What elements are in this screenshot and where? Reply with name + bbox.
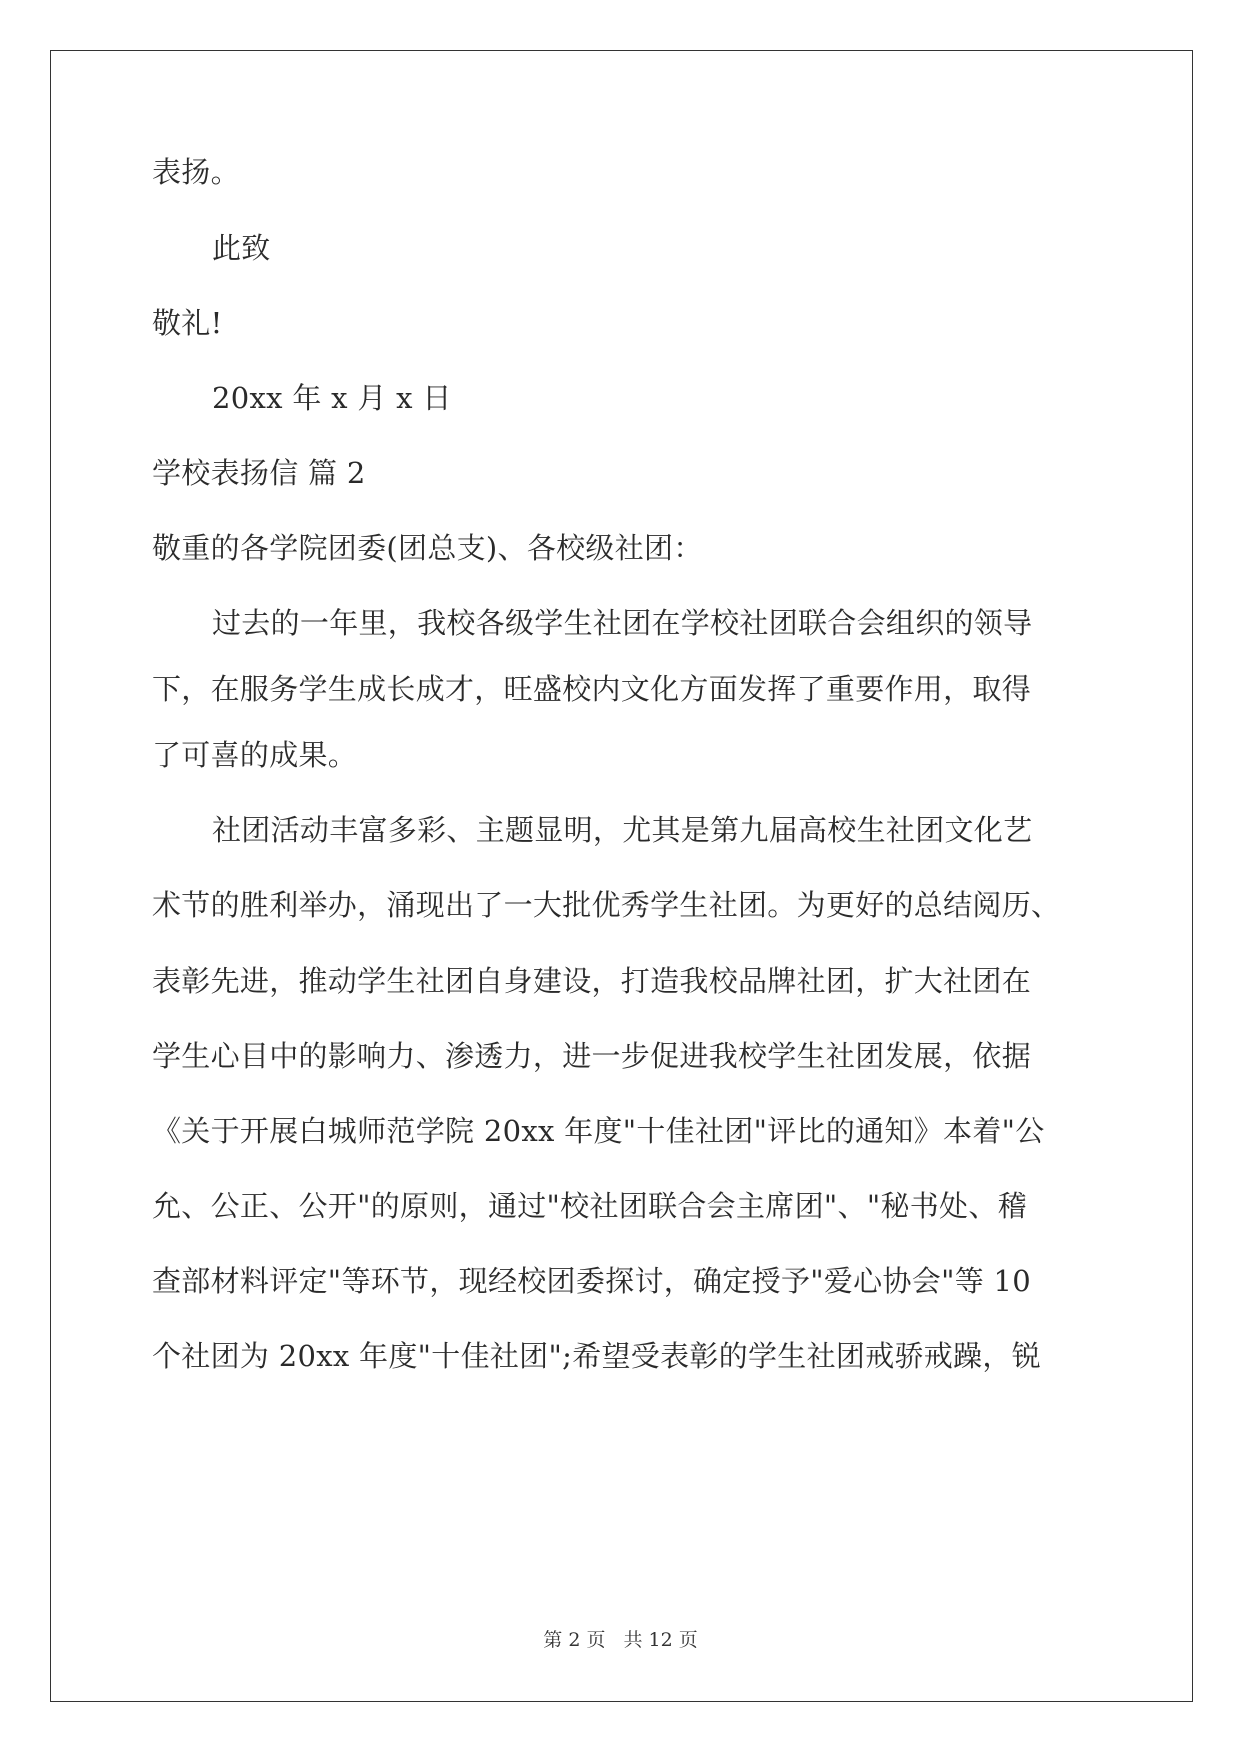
page-number-current: 第 2 页 [543, 1629, 606, 1651]
paragraph-line: 查部材料评定"等环节，现经校团委探讨，确定授予"爱心协会"等 10 [152, 1264, 1032, 1298]
text-line-addressee: 敬重的各学院团委(团总支)、各校级社团： [152, 531, 703, 565]
paragraph-line: 了可喜的成果。 [152, 738, 358, 772]
paragraph-line: 学生心目中的影响力、渗透力，进一步促进我校学生社团发展，依据 [152, 1039, 1032, 1073]
text-line-closing-praise: 表扬。 [152, 155, 240, 189]
page-border [50, 50, 1193, 1702]
page-footer [0, 1628, 1241, 1652]
text-line-regards: 敬礼! [152, 306, 223, 340]
paragraph-line: 过去的一年里，我校各级学生社团在学校社团联合会组织的领导 [212, 606, 1033, 640]
paragraph-line: 术节的胜利举办，涌现出了一大批优秀学生社团。为更好的总结阅历、 [152, 888, 1061, 922]
paragraph-line: 下，在服务学生成长成才，旺盛校内文化方面发挥了重要作用，取得 [152, 672, 1032, 706]
paragraph-line: 个社团为 20xx 年度"十佳社团";希望受表彰的学生社团戒骄戒躁，锐 [152, 1339, 1041, 1373]
paragraph-line: 《关于开展白城师范学院 20xx 年度"十佳社团"评比的通知》本着"公 [152, 1114, 1045, 1148]
paragraph-line: 允、公正、公开"的原则，通过"校社团联合会主席团"、"秘书处、稽 [152, 1189, 1027, 1223]
paragraph-line: 社团活动丰富多彩、主题显明，尤其是第九届高校生社团文化艺 [212, 813, 1033, 847]
paragraph-line: 表彰先进，推动学生社团自身建设，打造我校品牌社团，扩大社团在 [152, 964, 1032, 998]
page-number-total: 共 12 页 [623, 1629, 698, 1651]
text-line-date: 20xx 年 x 月 x 日 [212, 381, 452, 415]
text-line-salutation: 此致 [212, 231, 271, 265]
section-heading: 学校表扬信 篇 2 [152, 456, 366, 490]
